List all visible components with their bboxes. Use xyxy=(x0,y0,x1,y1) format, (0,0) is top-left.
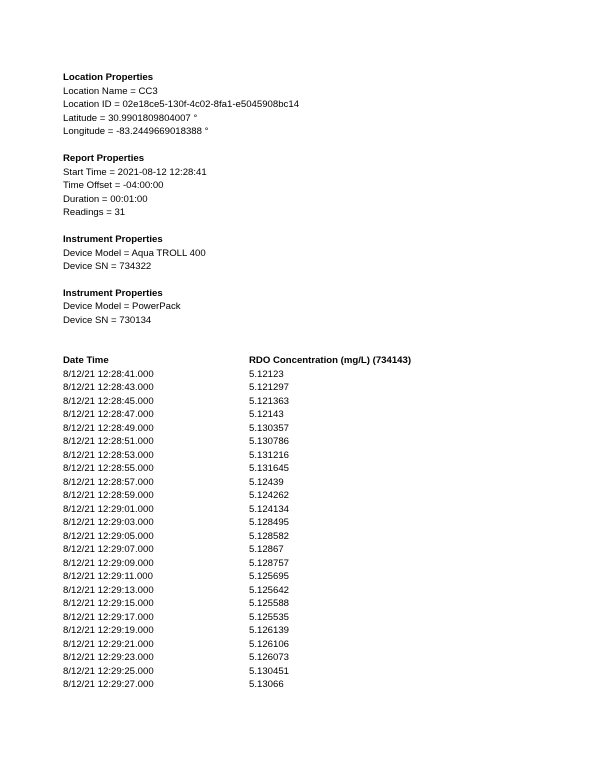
rdo-concentration-cell: 5.128582 xyxy=(249,530,290,542)
device-model: Device Model = PowerPack xyxy=(63,301,181,313)
rdo-concentration-cell: 5.131216 xyxy=(249,449,290,461)
table-row xyxy=(63,449,543,463)
device-sn: Device SN = 730134 xyxy=(63,314,152,326)
date-time-cell: 8/12/21 12:28:49.000 xyxy=(63,422,154,434)
readings-count: Readings = 31 xyxy=(63,207,126,219)
date-time-cell: 8/12/21 12:29:15.000 xyxy=(63,598,154,609)
rdo-concentration-cell: 5.128757 xyxy=(249,557,290,569)
device-sn: Device SN = 734322 xyxy=(63,261,152,273)
date-time-cell: 8/12/21 12:29:21.000 xyxy=(63,638,154,650)
rdo-concentration-cell: 5.125642 xyxy=(249,584,290,596)
readings-table xyxy=(63,354,543,692)
rdo-concentration-cell: 5.128495 xyxy=(249,517,290,528)
rdo-concentration-cell: 5.130786 xyxy=(249,436,290,447)
start-time: Start Time = 2021-08-12 12:28:41 xyxy=(63,166,207,178)
date-time-cell: 8/12/21 12:29:25.000 xyxy=(63,665,154,677)
date-time-cell: 8/12/21 12:28:53.000 xyxy=(63,449,154,461)
table-row xyxy=(63,422,543,436)
date-time-cell: 8/12/21 12:28:47.000 xyxy=(63,409,154,420)
report-properties-section xyxy=(63,152,543,220)
rdo-concentration-cell: 5.131645 xyxy=(249,463,290,474)
device-model: Device Model = Aqua TROLL 400 xyxy=(63,247,206,259)
instrument-properties-section xyxy=(63,233,543,274)
date-time-cell: 8/12/21 12:29:19.000 xyxy=(63,625,154,636)
rdo-concentration-cell: 5.121297 xyxy=(249,382,290,393)
rdo-concentration-cell: 5.125695 xyxy=(249,571,290,582)
date-time-cell: 8/12/21 12:28:45.000 xyxy=(63,395,154,407)
date-time-cell: 8/12/21 12:29:09.000 xyxy=(63,557,154,569)
rdo-concentration-cell: 5.12439 xyxy=(249,476,284,488)
table-row xyxy=(63,624,543,638)
rdo-concentration-cell: 5.124134 xyxy=(249,503,290,515)
column-header-rdo-concentration: RDO Concentration (mg/L) (734143) xyxy=(249,355,412,366)
table-row xyxy=(63,516,543,530)
table-row xyxy=(63,638,543,652)
table-row xyxy=(63,611,543,625)
table-row xyxy=(63,408,543,422)
date-time-cell: 8/12/21 12:28:43.000 xyxy=(63,382,154,393)
section-heading: Instrument Properties xyxy=(63,233,163,245)
rdo-concentration-cell: 5.13066 xyxy=(249,679,284,690)
date-time-cell: 8/12/21 12:29:05.000 xyxy=(63,530,154,542)
location-name: Location Name = CC3 xyxy=(63,85,158,97)
rdo-concentration-cell: 5.126073 xyxy=(249,652,290,663)
table-row xyxy=(63,651,543,665)
date-time-cell: 8/12/21 12:28:59.000 xyxy=(63,490,154,501)
rdo-concentration-cell: 5.12867 xyxy=(249,544,284,555)
table-header-row xyxy=(63,354,543,368)
table-row xyxy=(63,543,543,557)
table-row xyxy=(63,584,543,598)
date-time-cell: 8/12/21 12:29:01.000 xyxy=(63,503,154,515)
table-row xyxy=(63,530,543,544)
duration: Duration = 00:01:00 xyxy=(63,193,148,205)
table-row xyxy=(63,368,543,382)
date-time-cell: 8/12/21 12:28:51.000 xyxy=(63,436,154,447)
table-row xyxy=(63,462,543,476)
rdo-concentration-cell: 5.126106 xyxy=(249,638,290,650)
rdo-concentration-cell: 5.125588 xyxy=(249,598,290,609)
table-row xyxy=(63,476,543,490)
report-properties-area xyxy=(63,71,543,341)
date-time-cell: 8/12/21 12:29:11.000 xyxy=(63,571,153,582)
table-row xyxy=(63,570,543,584)
rdo-concentration-cell: 5.121363 xyxy=(249,395,290,407)
rdo-concentration-cell: 5.125535 xyxy=(249,611,290,623)
table-body xyxy=(63,368,543,692)
location-id: Location ID = 02e18ce5-130f-4c02-8fa1-e5045908bc14 xyxy=(63,99,300,111)
rdo-concentration-cell: 5.12123 xyxy=(249,368,284,380)
date-time-cell: 8/12/21 12:29:13.000 xyxy=(63,584,154,596)
date-time-cell: 8/12/21 12:29:27.000 xyxy=(63,679,154,690)
table-row xyxy=(63,597,543,611)
rdo-concentration-cell: 5.130357 xyxy=(249,422,290,434)
table-row xyxy=(63,381,543,395)
date-time-cell: 8/12/21 12:29:07.000 xyxy=(63,544,154,555)
table-row xyxy=(63,678,543,692)
rdo-concentration-cell: 5.130451 xyxy=(249,665,290,677)
table-row xyxy=(63,489,543,503)
section-heading: Report Properties xyxy=(63,152,145,164)
table-row xyxy=(63,557,543,571)
section-heading: Location Properties xyxy=(63,72,154,83)
rdo-concentration-cell: 5.126139 xyxy=(249,625,290,636)
date-time-cell: 8/12/21 12:29:03.000 xyxy=(63,517,154,528)
column-header-date-time: Date Time xyxy=(63,355,109,366)
instrument-properties-section xyxy=(63,287,543,328)
date-time-cell: 8/12/21 12:28:41.000 xyxy=(63,368,154,380)
location-properties-section xyxy=(63,71,543,139)
longitude: Longitude = -83.2449669018388 ° xyxy=(63,126,209,138)
date-time-cell: 8/12/21 12:29:17.000 xyxy=(63,611,154,623)
latitude: Latitude = 30.9901809804007 ° xyxy=(63,112,198,124)
section-heading: Instrument Properties xyxy=(63,287,163,299)
date-time-cell: 8/12/21 12:29:23.000 xyxy=(63,652,154,663)
table-row xyxy=(63,395,543,409)
table-row xyxy=(63,435,543,449)
rdo-concentration-cell: 5.12143 xyxy=(249,409,284,420)
date-time-cell: 8/12/21 12:28:57.000 xyxy=(63,476,154,488)
table-row xyxy=(63,503,543,517)
table-row xyxy=(63,665,543,679)
date-time-cell: 8/12/21 12:28:55.000 xyxy=(63,463,154,474)
time-offset: Time Offset = -04:00:00 xyxy=(63,180,164,192)
rdo-concentration-cell: 5.124262 xyxy=(249,490,290,501)
